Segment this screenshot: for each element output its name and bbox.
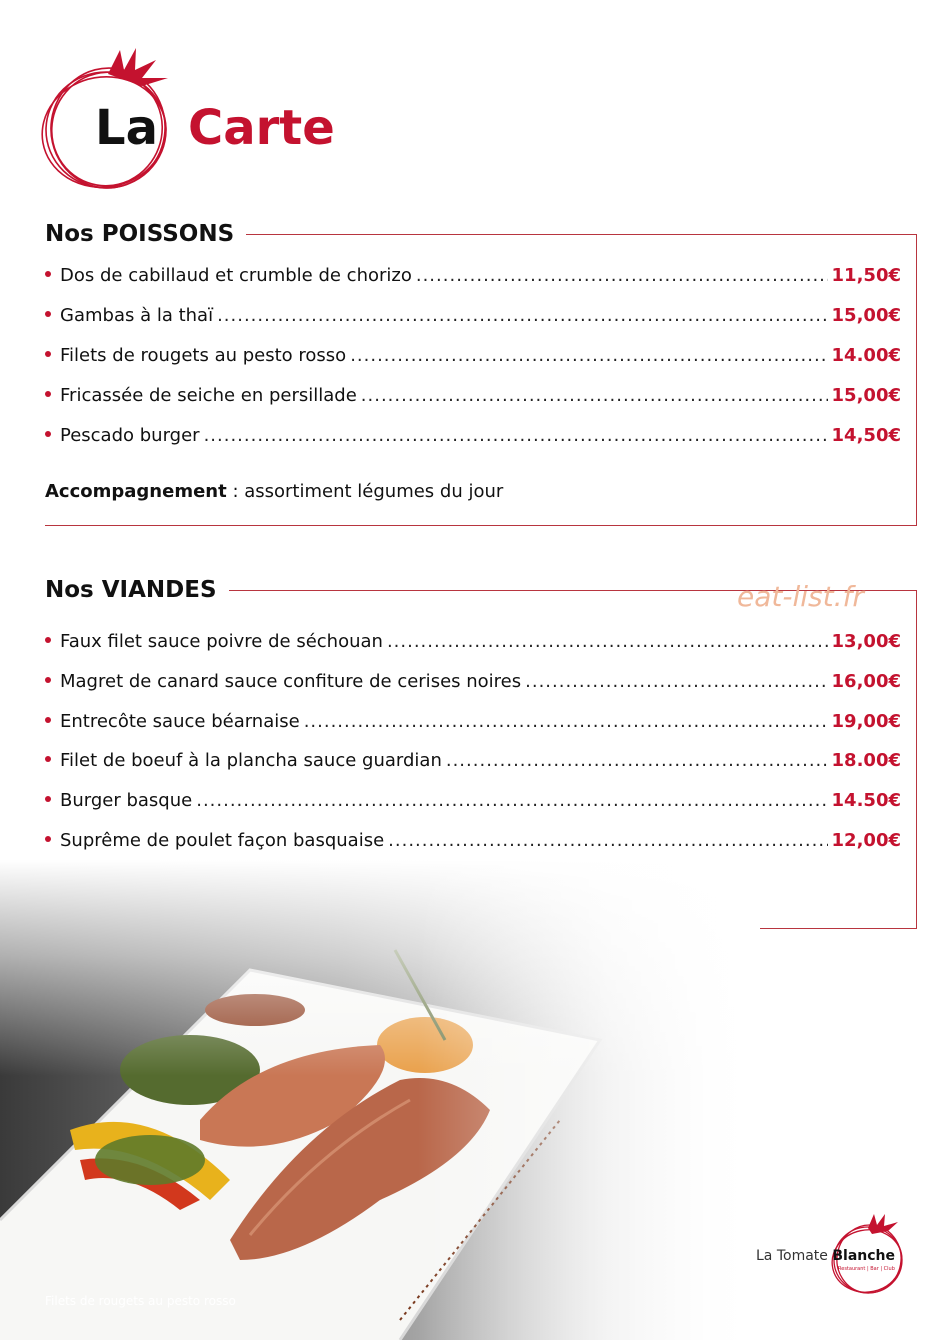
- menu-item: [45, 749, 901, 773]
- item-price: 11,50€: [831, 265, 901, 286]
- dot-leader: [525, 670, 827, 694]
- bullet-icon: [45, 717, 51, 723]
- brand-bold: Blanche: [832, 1248, 895, 1264]
- dot-leader: [387, 630, 828, 654]
- item-price: 12,00€: [831, 830, 901, 851]
- item-price: 15,00€: [831, 385, 901, 406]
- brand-subtitle: Restaurant | Bar | Club: [838, 1266, 895, 1272]
- accompaniment-label: Accompagnement: [45, 481, 227, 502]
- photo-caption: Filets de rougets au pesto rosso: [45, 1294, 236, 1308]
- bullet-icon: [45, 756, 51, 762]
- watermark: eat-list.fr: [737, 580, 864, 613]
- item-name: Entrecôte sauce béarnaise: [60, 711, 300, 732]
- brand-prefix: La Tomate: [756, 1248, 833, 1264]
- dot-leader: [350, 344, 827, 368]
- item-price: 14.50€: [831, 790, 901, 811]
- accompaniment-text: : assortiment légumes du jour: [226, 481, 504, 502]
- item-price: 19,00€: [831, 711, 901, 732]
- bullet-icon: [45, 311, 51, 317]
- bullet-icon: [45, 351, 51, 357]
- item-price: 16,00€: [831, 671, 901, 692]
- menu-item: [45, 670, 901, 694]
- section-title: Nos POISSONS: [45, 220, 246, 248]
- dot-leader: [446, 749, 828, 773]
- item-name: Dos de cabillaud et crumble de chorizo: [60, 265, 412, 286]
- item-name: Fricassée de seiche en persillade: [60, 385, 357, 406]
- item-name: Burger basque: [60, 790, 193, 811]
- section-poissons: [45, 220, 917, 525]
- menu-item: [45, 304, 901, 328]
- dot-leader: [217, 304, 827, 328]
- item-price: 18.00€: [831, 750, 901, 771]
- menu-item: [45, 264, 901, 288]
- menu-item: [45, 710, 901, 734]
- page-title-la: La: [95, 100, 158, 156]
- item-name: Magret de canard sauce confiture de cerises noires: [60, 671, 522, 692]
- bullet-icon: [45, 796, 51, 802]
- dot-leader: [388, 829, 827, 853]
- item-name: Filet de boeuf à la plancha sauce guardian: [60, 750, 442, 771]
- dot-leader: [304, 710, 828, 734]
- item-price: 14,50€: [831, 425, 901, 446]
- dot-leader: [361, 384, 828, 408]
- item-name: Filets de rougets au pesto rosso: [60, 345, 347, 366]
- bullet-icon: [45, 391, 51, 397]
- dot-leader: [204, 424, 828, 448]
- dot-leader: [196, 789, 827, 813]
- menu-item: [45, 630, 901, 654]
- menu-item: [45, 344, 901, 368]
- item-name: Pescado burger: [60, 425, 200, 446]
- bullet-icon: [45, 836, 51, 842]
- item-name: Suprême de poulet façon basquaise: [60, 830, 385, 851]
- page-title-carte: Carte: [188, 100, 335, 156]
- item-price: 15,00€: [831, 305, 901, 326]
- bullet-icon: [45, 677, 51, 683]
- menu-item: [45, 829, 901, 853]
- item-name: Gambas à la thaï: [60, 305, 214, 326]
- menu-item: [45, 384, 901, 408]
- section-title: Nos VIANDES: [45, 576, 229, 604]
- accompaniment-note: [45, 480, 503, 504]
- item-name: Faux filet sauce poivre de séchouan: [60, 631, 383, 652]
- bullet-icon: [45, 271, 51, 277]
- item-price: 14.00€: [831, 345, 901, 366]
- menu-item: [45, 789, 901, 813]
- dot-leader: [416, 264, 828, 288]
- bullet-icon: [45, 431, 51, 437]
- footer-brand: [756, 1248, 895, 1264]
- item-price: 13,00€: [831, 631, 901, 652]
- food-photo: [0, 860, 760, 1340]
- menu-item: [45, 424, 901, 448]
- bullet-icon: [45, 637, 51, 643]
